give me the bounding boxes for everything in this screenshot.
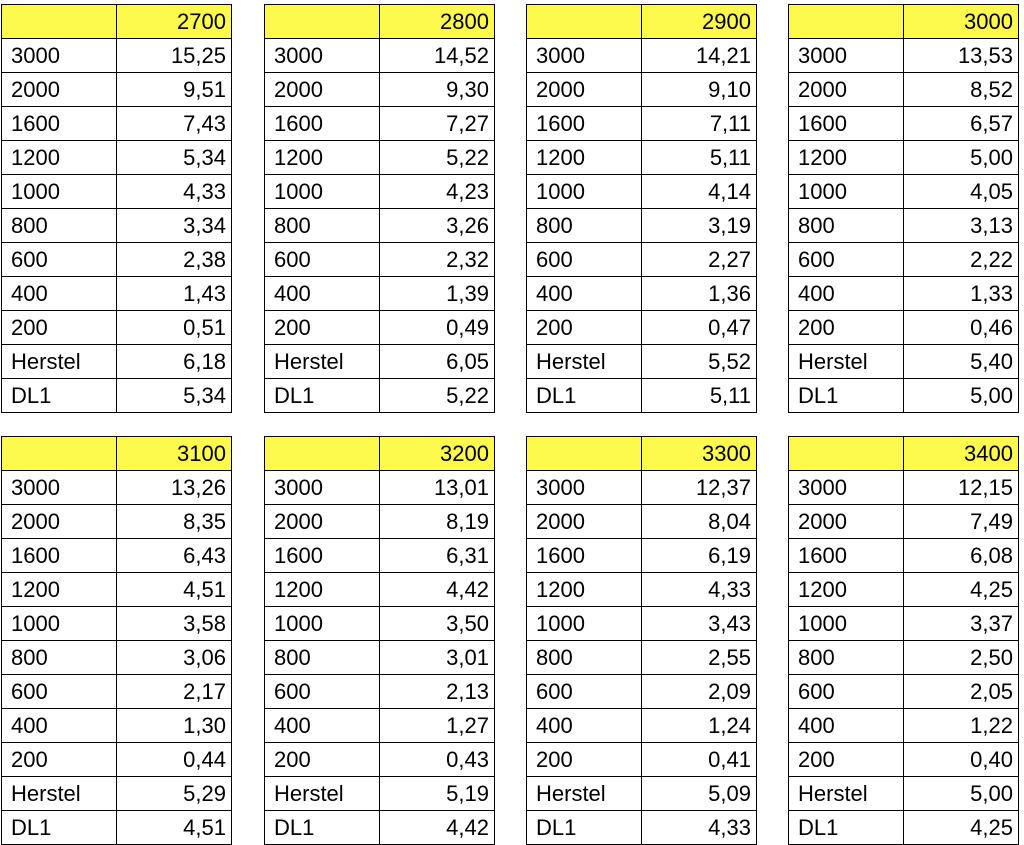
table-row [789, 243, 1019, 277]
header-empty-cell [527, 5, 642, 39]
row-label: 2000 [2, 505, 117, 539]
header-row [527, 437, 757, 471]
table-row [527, 243, 757, 277]
header-row [2, 437, 232, 471]
row-value: 4,42 [380, 573, 495, 607]
table-row [2, 277, 232, 311]
row-label: 1200 [789, 573, 904, 607]
row-label: 1200 [527, 141, 642, 175]
row-label: Herstel [789, 345, 904, 379]
row-label: 600 [789, 675, 904, 709]
header-empty-cell [265, 437, 380, 471]
row-label: 3000 [265, 39, 380, 73]
row-label: DL1 [789, 379, 904, 413]
table-row [527, 471, 757, 505]
row-value: 8,35 [117, 505, 232, 539]
row-value: 5,34 [117, 379, 232, 413]
table-row [2, 777, 232, 811]
table-row [527, 107, 757, 141]
row-value: 3,26 [380, 209, 495, 243]
row-label: 3000 [527, 39, 642, 73]
row-value: 0,51 [117, 311, 232, 345]
table-row [789, 209, 1019, 243]
table-row [2, 675, 232, 709]
table-row [527, 743, 757, 777]
header-value: 2700 [117, 5, 232, 39]
row-value: 3,01 [380, 641, 495, 675]
row-label: 200 [527, 311, 642, 345]
table-row [527, 641, 757, 675]
row-label: 400 [789, 709, 904, 743]
table-row [2, 311, 232, 345]
row-value: 6,18 [117, 345, 232, 379]
table-row [527, 73, 757, 107]
table-row [2, 175, 232, 209]
row-value: 6,19 [642, 539, 757, 573]
row-label: 1000 [265, 607, 380, 641]
table-row [265, 607, 495, 641]
row-value: 8,04 [642, 505, 757, 539]
header-row [789, 437, 1019, 471]
table-row [789, 345, 1019, 379]
row-value: 6,43 [117, 539, 232, 573]
row-label: 1600 [2, 539, 117, 573]
row-label: 200 [789, 743, 904, 777]
row-value: 6,31 [380, 539, 495, 573]
row-label: 200 [2, 311, 117, 345]
table-row [789, 573, 1019, 607]
row-value: 2,17 [117, 675, 232, 709]
table-row [789, 39, 1019, 73]
table-row [527, 141, 757, 175]
table-row [789, 379, 1019, 413]
row-label: 400 [265, 709, 380, 743]
row-label: 800 [789, 209, 904, 243]
row-value: 2,55 [642, 641, 757, 675]
row-value: 12,37 [642, 471, 757, 505]
row-label: DL1 [2, 811, 117, 845]
row-label: 3000 [2, 471, 117, 505]
row-value: 1,22 [904, 709, 1019, 743]
row-value: 6,05 [380, 345, 495, 379]
row-label: 600 [2, 675, 117, 709]
table-row [2, 607, 232, 641]
header-value: 3300 [642, 437, 757, 471]
table-row [265, 243, 495, 277]
row-label: 1200 [265, 573, 380, 607]
row-value: 3,19 [642, 209, 757, 243]
row-label: 1000 [2, 607, 117, 641]
header-row [2, 5, 232, 39]
header-value: 2800 [380, 5, 495, 39]
table-row [527, 811, 757, 845]
row-label: 600 [527, 243, 642, 277]
row-label: 2000 [789, 73, 904, 107]
row-label: Herstel [527, 777, 642, 811]
row-label: 3000 [789, 471, 904, 505]
table-row [2, 141, 232, 175]
row-value: 0,44 [117, 743, 232, 777]
row-label: 400 [527, 277, 642, 311]
row-label: Herstel [265, 345, 380, 379]
table-row [527, 311, 757, 345]
row-label: 800 [2, 641, 117, 675]
row-label: 1200 [527, 573, 642, 607]
row-label: 800 [265, 209, 380, 243]
row-value: 3,34 [117, 209, 232, 243]
row-label: 400 [527, 709, 642, 743]
value-table-3400 [788, 436, 1019, 845]
row-label: 600 [789, 243, 904, 277]
table-row [265, 345, 495, 379]
row-value: 5,00 [904, 141, 1019, 175]
row-value: 5,40 [904, 345, 1019, 379]
table-row [527, 505, 757, 539]
row-value: 5,11 [642, 379, 757, 413]
table-row [265, 141, 495, 175]
row-label: 2000 [789, 505, 904, 539]
table-row [2, 505, 232, 539]
row-value: 3,50 [380, 607, 495, 641]
row-value: 0,43 [380, 743, 495, 777]
row-value: 4,14 [642, 175, 757, 209]
row-label: 400 [789, 277, 904, 311]
value-table-2800 [264, 4, 495, 413]
row-value: 5,34 [117, 141, 232, 175]
row-value: 4,51 [117, 573, 232, 607]
table-row [527, 709, 757, 743]
row-value: 3,13 [904, 209, 1019, 243]
row-label: 3000 [789, 39, 904, 73]
header-empty-cell [789, 437, 904, 471]
row-value: 1,43 [117, 277, 232, 311]
row-label: 1200 [789, 141, 904, 175]
row-label: 2000 [265, 73, 380, 107]
table-row [265, 811, 495, 845]
row-label: Herstel [789, 777, 904, 811]
row-label: 800 [527, 641, 642, 675]
row-label: 800 [789, 641, 904, 675]
row-label: 400 [265, 277, 380, 311]
table-row [2, 539, 232, 573]
row-label: 1000 [2, 175, 117, 209]
table-row [265, 175, 495, 209]
header-value: 3400 [904, 437, 1019, 471]
row-label: 200 [265, 311, 380, 345]
row-value: 4,23 [380, 175, 495, 209]
table-row [789, 709, 1019, 743]
table-row [2, 743, 232, 777]
row-value: 2,27 [642, 243, 757, 277]
row-value: 7,43 [117, 107, 232, 141]
table-row [789, 175, 1019, 209]
table-row [527, 777, 757, 811]
row-label: DL1 [265, 811, 380, 845]
row-value: 4,42 [380, 811, 495, 845]
row-label: 600 [265, 243, 380, 277]
row-label: 3000 [2, 39, 117, 73]
table-row [789, 505, 1019, 539]
row-value: 9,10 [642, 73, 757, 107]
table-row [2, 379, 232, 413]
row-value: 8,19 [380, 505, 495, 539]
table-row [265, 641, 495, 675]
table-row [2, 243, 232, 277]
row-label: 400 [2, 709, 117, 743]
table-row [265, 379, 495, 413]
row-value: 5,09 [642, 777, 757, 811]
table-row [265, 505, 495, 539]
row-label: Herstel [2, 345, 117, 379]
value-table-3100 [1, 436, 232, 845]
row-label: 1600 [265, 107, 380, 141]
table-row [265, 539, 495, 573]
table-row [527, 539, 757, 573]
row-value: 1,27 [380, 709, 495, 743]
table-row [265, 209, 495, 243]
row-value: 5,22 [380, 141, 495, 175]
row-label: 1200 [265, 141, 380, 175]
row-value: 7,27 [380, 107, 495, 141]
row-value: 3,37 [904, 607, 1019, 641]
row-label: Herstel [2, 777, 117, 811]
table-row [2, 573, 232, 607]
row-value: 4,25 [904, 573, 1019, 607]
row-value: 2,05 [904, 675, 1019, 709]
row-value: 0,47 [642, 311, 757, 345]
table-row [527, 209, 757, 243]
table-row [789, 141, 1019, 175]
table-row [2, 73, 232, 107]
row-label: DL1 [789, 811, 904, 845]
row-value: 12,15 [904, 471, 1019, 505]
row-value: 0,41 [642, 743, 757, 777]
table-row [2, 107, 232, 141]
row-value: 2,38 [117, 243, 232, 277]
row-label: Herstel [527, 345, 642, 379]
row-value: 5,00 [904, 777, 1019, 811]
row-label: DL1 [527, 811, 642, 845]
table-row [265, 277, 495, 311]
row-value: 5,22 [380, 379, 495, 413]
row-label: 1000 [265, 175, 380, 209]
header-empty-cell [789, 5, 904, 39]
row-value: 3,06 [117, 641, 232, 675]
row-label: 1600 [789, 539, 904, 573]
value-table-3300 [526, 436, 757, 845]
row-value: 0,49 [380, 311, 495, 345]
header-value: 3200 [380, 437, 495, 471]
row-label: 200 [2, 743, 117, 777]
table-row [265, 311, 495, 345]
row-value: 13,53 [904, 39, 1019, 73]
table-row [789, 743, 1019, 777]
row-label: 1200 [2, 573, 117, 607]
row-label: 800 [2, 209, 117, 243]
table-row [265, 573, 495, 607]
table-row [2, 709, 232, 743]
row-value: 7,11 [642, 107, 757, 141]
row-value: 9,30 [380, 73, 495, 107]
row-value: 6,57 [904, 107, 1019, 141]
header-row [265, 437, 495, 471]
row-value: 7,49 [904, 505, 1019, 539]
row-label: 200 [527, 743, 642, 777]
row-label: DL1 [527, 379, 642, 413]
header-empty-cell [2, 437, 117, 471]
header-value: 3100 [117, 437, 232, 471]
row-label: 600 [527, 675, 642, 709]
row-label: 2000 [527, 505, 642, 539]
header-row [789, 5, 1019, 39]
table-row [789, 107, 1019, 141]
row-value: 4,33 [117, 175, 232, 209]
row-value: 5,00 [904, 379, 1019, 413]
row-value: 4,33 [642, 573, 757, 607]
value-table-3200 [264, 436, 495, 845]
header-empty-cell [527, 437, 642, 471]
row-value: 8,52 [904, 73, 1019, 107]
row-label: 1600 [527, 539, 642, 573]
table-row [265, 777, 495, 811]
header-row [265, 5, 495, 39]
row-label: 2000 [527, 73, 642, 107]
row-label: 1000 [527, 607, 642, 641]
row-label: 200 [265, 743, 380, 777]
row-value: 4,51 [117, 811, 232, 845]
row-label: 3000 [527, 471, 642, 505]
value-table-3000 [788, 4, 1019, 413]
table-row [527, 607, 757, 641]
table-row [527, 277, 757, 311]
row-label: 1200 [2, 141, 117, 175]
row-value: 5,11 [642, 141, 757, 175]
value-table-2700 [1, 4, 232, 413]
table-row [265, 743, 495, 777]
table-row [527, 573, 757, 607]
row-value: 6,08 [904, 539, 1019, 573]
header-value: 3000 [904, 5, 1019, 39]
table-row [789, 777, 1019, 811]
table-row [2, 209, 232, 243]
table-row [265, 675, 495, 709]
row-label: DL1 [265, 379, 380, 413]
table-row [789, 311, 1019, 345]
row-label: 1000 [527, 175, 642, 209]
table-row [2, 811, 232, 845]
table-row [265, 709, 495, 743]
table-row [265, 39, 495, 73]
row-value: 1,33 [904, 277, 1019, 311]
row-value: 2,09 [642, 675, 757, 709]
row-label: 800 [527, 209, 642, 243]
row-value: 0,40 [904, 743, 1019, 777]
row-value: 9,51 [117, 73, 232, 107]
header-row [527, 5, 757, 39]
row-value: 2,32 [380, 243, 495, 277]
header-value: 2900 [642, 5, 757, 39]
table-row [789, 539, 1019, 573]
row-value: 2,22 [904, 243, 1019, 277]
table-row [789, 811, 1019, 845]
row-value: 2,13 [380, 675, 495, 709]
table-row [2, 471, 232, 505]
row-label: 600 [265, 675, 380, 709]
row-label: 1600 [265, 539, 380, 573]
row-label: 2000 [2, 73, 117, 107]
table-row [265, 471, 495, 505]
row-label: 3000 [265, 471, 380, 505]
row-value: 5,29 [117, 777, 232, 811]
table-row [789, 471, 1019, 505]
row-value: 1,39 [380, 277, 495, 311]
table-row [2, 641, 232, 675]
row-label: 1000 [789, 607, 904, 641]
row-label: 1600 [527, 107, 642, 141]
table-row [789, 73, 1019, 107]
row-value: 14,52 [380, 39, 495, 73]
row-value: 14,21 [642, 39, 757, 73]
header-empty-cell [2, 5, 117, 39]
row-value: 5,52 [642, 345, 757, 379]
value-table-2900 [526, 4, 757, 413]
row-label: 1600 [2, 107, 117, 141]
row-value: 1,24 [642, 709, 757, 743]
row-label: 200 [789, 311, 904, 345]
table-row [527, 175, 757, 209]
row-value: 13,01 [380, 471, 495, 505]
row-value: 4,25 [904, 811, 1019, 845]
row-value: 15,25 [117, 39, 232, 73]
row-value: 5,19 [380, 777, 495, 811]
table-row [265, 73, 495, 107]
table-row [2, 39, 232, 73]
row-label: 1600 [789, 107, 904, 141]
row-label: 2000 [265, 505, 380, 539]
table-row [789, 607, 1019, 641]
row-label: Herstel [265, 777, 380, 811]
row-value: 2,50 [904, 641, 1019, 675]
row-value: 3,58 [117, 607, 232, 641]
row-label: DL1 [2, 379, 117, 413]
row-label: 600 [2, 243, 117, 277]
row-value: 13,26 [117, 471, 232, 505]
table-row [789, 277, 1019, 311]
table-row [789, 641, 1019, 675]
table-row [2, 345, 232, 379]
row-value: 1,36 [642, 277, 757, 311]
row-value: 4,05 [904, 175, 1019, 209]
table-row [527, 39, 757, 73]
table-row [789, 675, 1019, 709]
table-row [527, 379, 757, 413]
row-label: 800 [265, 641, 380, 675]
table-row [527, 675, 757, 709]
row-value: 0,46 [904, 311, 1019, 345]
table-row [265, 107, 495, 141]
row-label: 1000 [789, 175, 904, 209]
row-value: 3,43 [642, 607, 757, 641]
row-value: 1,30 [117, 709, 232, 743]
row-value: 4,33 [642, 811, 757, 845]
header-empty-cell [265, 5, 380, 39]
row-label: 400 [2, 277, 117, 311]
table-row [527, 345, 757, 379]
